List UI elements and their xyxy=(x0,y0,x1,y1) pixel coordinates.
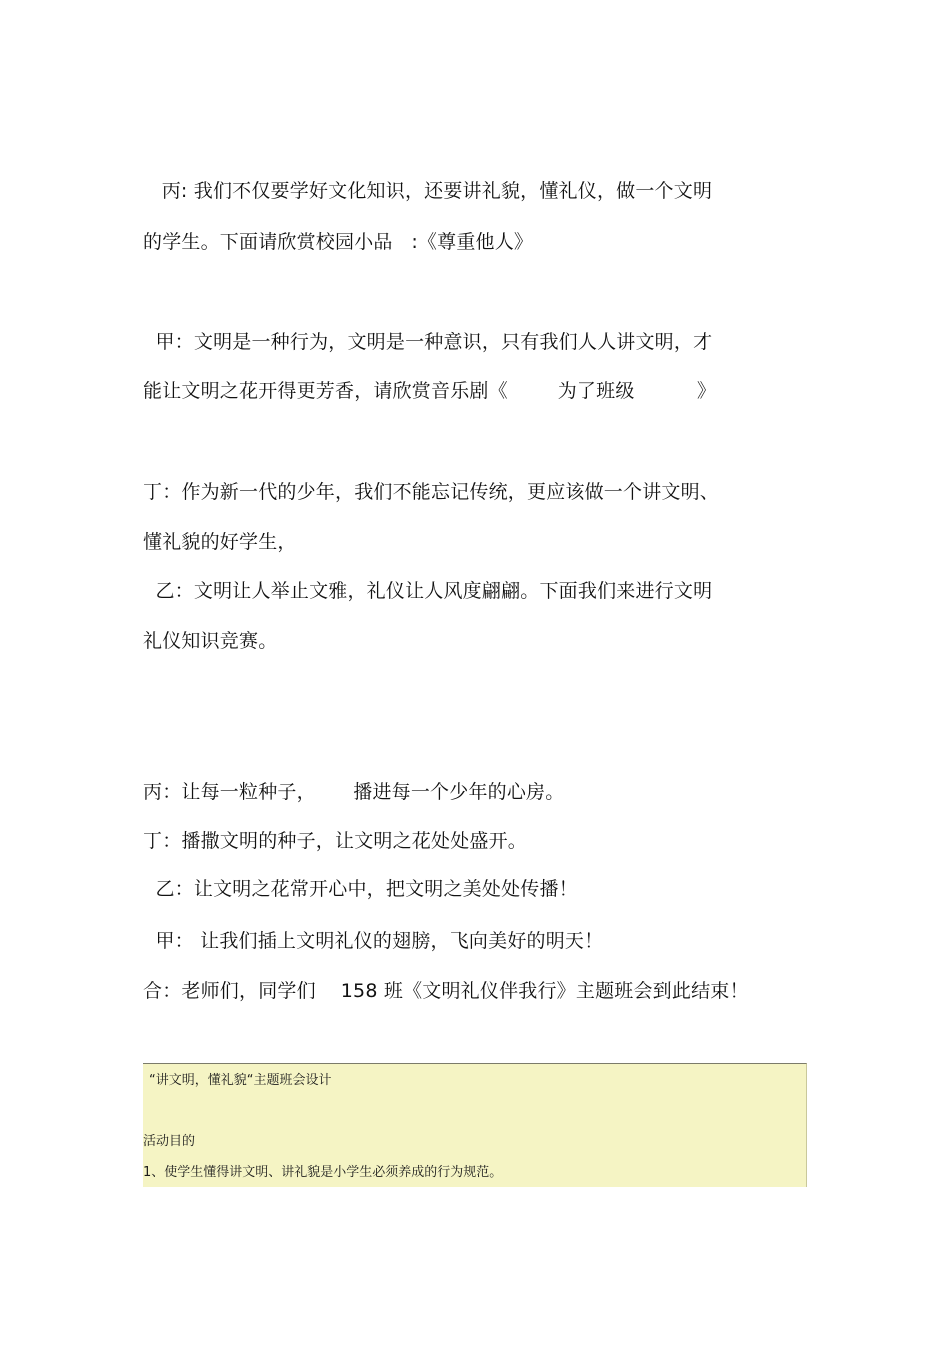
dialogue-line: 的学生。下面请欣赏校园小品 :《尊重他人》 xyxy=(143,231,534,253)
dialogue-line: 合：老师们，同学们 158 班《文明礼仪伴我行》主题班会到此结束！ xyxy=(143,980,749,1002)
box-list-item: 1、使学生懂得讲文明、讲礼貌是小学生必须养成的行为规范。 xyxy=(143,1165,503,1180)
dialogue-line: 乙：文明让人举止文雅，礼仪让人风度翩翩。下面我们来进行文明 xyxy=(143,580,713,602)
dialogue-line: 礼仪知识竞赛。 xyxy=(143,630,278,652)
dialogue-line: 甲：文明是一种行为，文明是一种意识，只有我们人人讲文明，才 xyxy=(143,331,713,353)
dialogue-line: 能让文明之花开得更芳香，请欣赏音乐剧《 为了班级 》 xyxy=(143,380,717,402)
design-info-box xyxy=(143,1063,807,1187)
box-section-heading: 活动目的 xyxy=(143,1134,196,1149)
dialogue-line: 甲： 让我们插上文明礼仪的翅膀，飞向美好的明天！ xyxy=(143,930,604,952)
box-title: “讲文明，懂礼貌“主题班会设计 xyxy=(149,1073,332,1088)
dialogue-line: 乙：让文明之花常开心中，把文明之美处处传播！ xyxy=(143,878,578,900)
dialogue-line: 懂礼貌的好学生， xyxy=(143,531,297,553)
dialogue-line: 丙: 我们不仅要学好文化知识，还要讲礼貌，懂礼仪，做一个文明 xyxy=(143,180,713,202)
dialogue-line: 丁：播撒文明的种子，让文明之花处处盛开。 xyxy=(143,830,528,852)
dialogue-line: 丁：作为新一代的少年，我们不能忘记传统，更应该做一个讲文明、 xyxy=(143,481,720,503)
dialogue-line: 丙：让每一粒种子， 播进每一个少年的心房。 xyxy=(143,781,565,803)
